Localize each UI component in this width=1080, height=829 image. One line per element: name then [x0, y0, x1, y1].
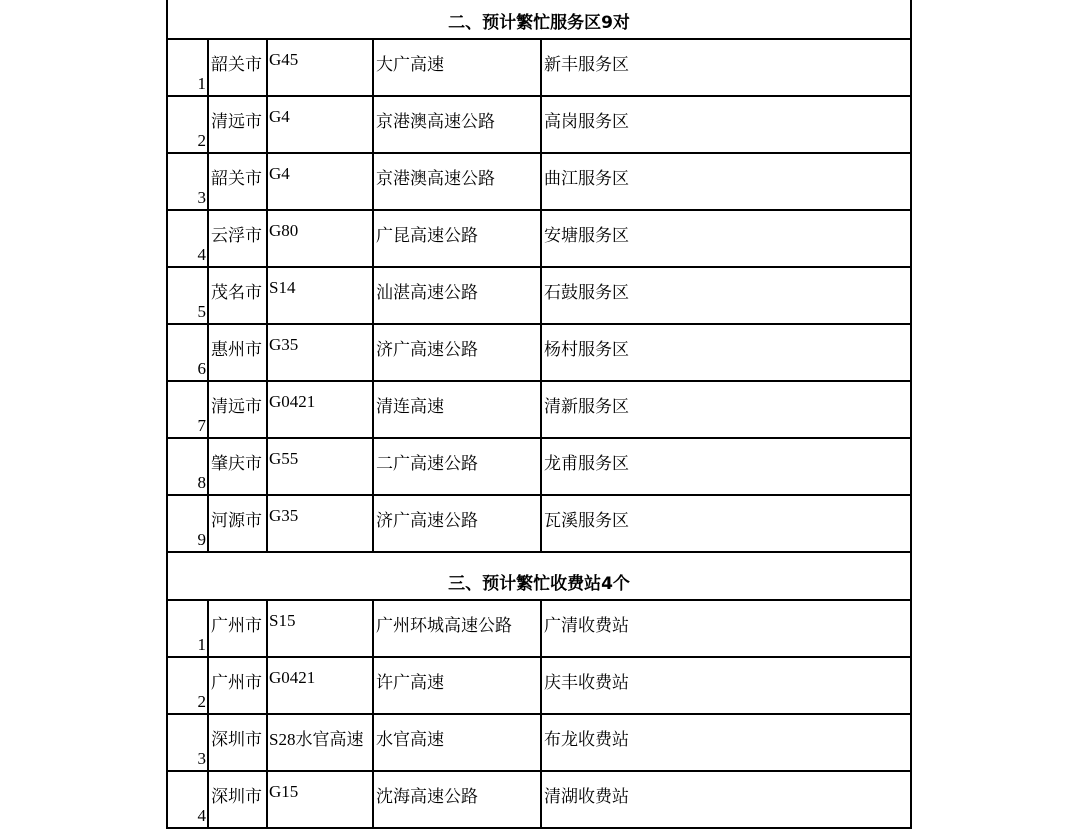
highway-name-cell: 汕湛高速公路 — [373, 267, 541, 324]
city-cell: 惠州市 — [208, 324, 267, 381]
route-code-cell: G35 — [267, 324, 373, 381]
table-row — [167, 96, 911, 153]
facility-name-cell: 安塘服务区 — [541, 210, 911, 267]
city-cell: 肇庆市 — [208, 438, 267, 495]
facility-name-cell: 庆丰收费站 — [541, 657, 911, 714]
row-number-cell: 5 — [167, 267, 208, 324]
route-code-cell: S15 — [267, 600, 373, 657]
city-cell: 云浮市 — [208, 210, 267, 267]
route-code-cell: S14 — [267, 267, 373, 324]
facility-name-cell: 布龙收费站 — [541, 714, 911, 771]
route-code-cell: G15 — [267, 771, 373, 828]
highway-name-cell: 广昆高速公路 — [373, 210, 541, 267]
section-title: 二、预计繁忙服务区9对 — [167, 0, 911, 39]
highway-name-cell: 济广高速公路 — [373, 495, 541, 552]
route-code-cell: G0421 — [267, 657, 373, 714]
city-cell: 清远市 — [208, 381, 267, 438]
table-row — [167, 657, 911, 714]
table-row — [167, 438, 911, 495]
facility-name-cell: 石鼓服务区 — [541, 267, 911, 324]
highway-name-cell: 清连高速 — [373, 381, 541, 438]
city-cell: 韶关市 — [208, 153, 267, 210]
route-code-cell: G45 — [267, 39, 373, 96]
table-row — [167, 600, 911, 657]
section-header-row — [167, 0, 911, 39]
highway-name-cell: 许广高速 — [373, 657, 541, 714]
table-body — [167, 0, 911, 828]
facility-name-cell: 高岗服务区 — [541, 96, 911, 153]
route-code-cell: G0421 — [267, 381, 373, 438]
table-row — [167, 39, 911, 96]
facility-name-cell: 新丰服务区 — [541, 39, 911, 96]
highway-name-cell: 京港澳高速公路 — [373, 153, 541, 210]
highway-name-cell: 大广高速 — [373, 39, 541, 96]
table-row — [167, 267, 911, 324]
city-cell: 韶关市 — [208, 39, 267, 96]
facility-name-cell: 龙甫服务区 — [541, 438, 911, 495]
facility-name-cell: 杨村服务区 — [541, 324, 911, 381]
route-code-cell: G80 — [267, 210, 373, 267]
section-header-row — [167, 552, 911, 600]
facility-name-cell: 清湖收费站 — [541, 771, 911, 828]
row-number-cell: 2 — [167, 657, 208, 714]
row-number-cell: 2 — [167, 96, 208, 153]
highway-name-cell: 广州环城高速公路 — [373, 600, 541, 657]
table-row — [167, 495, 911, 552]
facility-name-cell: 曲江服务区 — [541, 153, 911, 210]
row-number-cell: 1 — [167, 39, 208, 96]
route-code-cell: G35 — [267, 495, 373, 552]
row-number-cell: 8 — [167, 438, 208, 495]
route-code-cell: G4 — [267, 96, 373, 153]
row-number-cell: 6 — [167, 324, 208, 381]
table-row — [167, 381, 911, 438]
table-row — [167, 153, 911, 210]
spreadsheet-table — [166, 0, 912, 829]
table-row — [167, 324, 911, 381]
table-row — [167, 714, 911, 771]
section-title: 三、预计繁忙收费站4个 — [167, 552, 911, 600]
route-code-cell: G55 — [267, 438, 373, 495]
city-cell: 清远市 — [208, 96, 267, 153]
city-cell: 广州市 — [208, 600, 267, 657]
row-number-cell: 4 — [167, 771, 208, 828]
city-cell: 河源市 — [208, 495, 267, 552]
route-code-cell: S28水官高速 — [267, 714, 373, 771]
row-number-cell: 7 — [167, 381, 208, 438]
row-number-cell: 4 — [167, 210, 208, 267]
city-cell: 深圳市 — [208, 771, 267, 828]
highway-name-cell: 京港澳高速公路 — [373, 96, 541, 153]
highway-name-cell: 二广高速公路 — [373, 438, 541, 495]
highway-name-cell: 沈海高速公路 — [373, 771, 541, 828]
facility-name-cell: 清新服务区 — [541, 381, 911, 438]
city-cell: 广州市 — [208, 657, 267, 714]
route-code-cell: G4 — [267, 153, 373, 210]
highway-name-cell: 水官高速 — [373, 714, 541, 771]
table-row — [167, 210, 911, 267]
highway-name-cell: 济广高速公路 — [373, 324, 541, 381]
city-cell: 深圳市 — [208, 714, 267, 771]
facility-name-cell: 瓦溪服务区 — [541, 495, 911, 552]
row-number-cell: 3 — [167, 714, 208, 771]
row-number-cell: 3 — [167, 153, 208, 210]
row-number-cell: 1 — [167, 600, 208, 657]
facility-name-cell: 广清收费站 — [541, 600, 911, 657]
city-cell: 茂名市 — [208, 267, 267, 324]
row-number-cell: 9 — [167, 495, 208, 552]
